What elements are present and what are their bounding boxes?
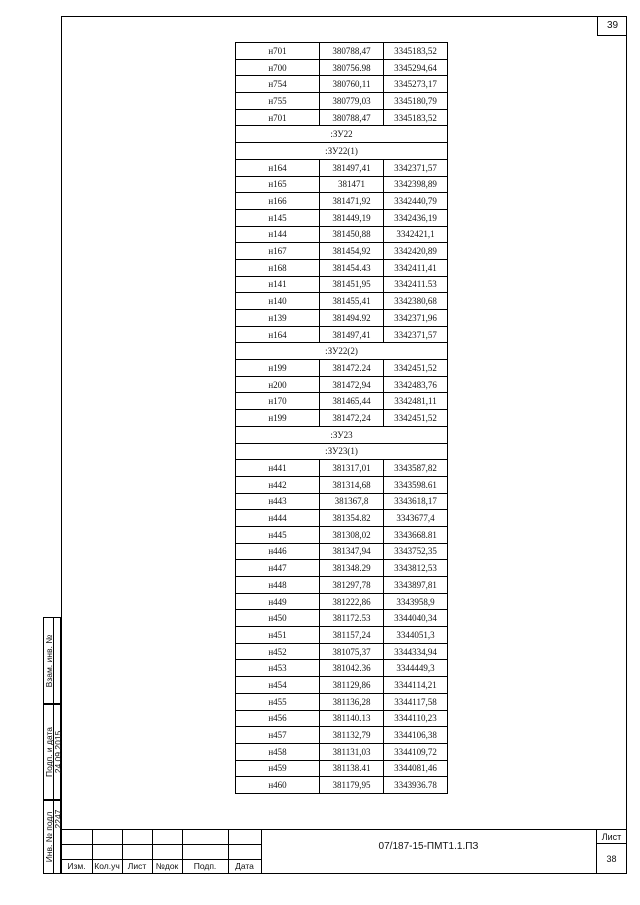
- point-name: н460: [236, 777, 320, 794]
- point-name: н199: [236, 410, 320, 427]
- point-name: н449: [236, 593, 320, 610]
- x-coordinate: 381347,94: [320, 543, 384, 560]
- table-row: [236, 176, 448, 193]
- x-coordinate: 381308,02: [320, 526, 384, 543]
- y-coordinate: 3342371,57: [384, 159, 448, 176]
- point-name: н701: [236, 109, 320, 126]
- y-coordinate: 3342398,89: [384, 176, 448, 193]
- page-number: 39: [597, 16, 627, 36]
- point-name: н165: [236, 176, 320, 193]
- x-coordinate: 381129,86: [320, 677, 384, 694]
- point-name: н167: [236, 243, 320, 260]
- table-row: [236, 460, 448, 477]
- section-label: :ЗУ22(1): [236, 143, 448, 160]
- x-coordinate: 381314,68: [320, 476, 384, 493]
- y-coordinate: 3344040,34: [384, 610, 448, 627]
- x-coordinate: 381465,44: [320, 393, 384, 410]
- point-name: н144: [236, 226, 320, 243]
- table-row: [236, 243, 448, 260]
- section-row: [236, 126, 448, 143]
- table-row: [236, 43, 448, 60]
- x-coordinate: 381157,24: [320, 627, 384, 644]
- sign-date-label: Подп. и дата: [43, 726, 54, 778]
- x-coordinate: 381138.41: [320, 760, 384, 777]
- table-row: [236, 627, 448, 644]
- table-row: [236, 476, 448, 493]
- x-coordinate: 381348.29: [320, 560, 384, 577]
- x-coordinate: 381042.36: [320, 660, 384, 677]
- y-coordinate: 3342451,52: [384, 410, 448, 427]
- y-coordinate: 3343587,82: [384, 460, 448, 477]
- table-row: [236, 610, 448, 627]
- y-coordinate: 3342371,96: [384, 310, 448, 327]
- table-row: [236, 276, 448, 293]
- side-stamp-sign: [43, 704, 61, 800]
- table-row: [236, 259, 448, 276]
- table-row: [236, 677, 448, 694]
- y-coordinate: 3342411.53: [384, 276, 448, 293]
- y-coordinate: 3345180,79: [384, 93, 448, 110]
- y-coordinate: 3343812,53: [384, 560, 448, 577]
- coordinates-table: [235, 42, 448, 794]
- point-name: н140: [236, 293, 320, 310]
- y-coordinate: 3344114,21: [384, 677, 448, 694]
- table-row: [236, 543, 448, 560]
- point-name: н755: [236, 93, 320, 110]
- section-row: [236, 143, 448, 160]
- point-name: н448: [236, 577, 320, 594]
- x-coordinate: 381317,01: [320, 460, 384, 477]
- document-code: 07/187-15-ПМТ1.1.ПЗ: [378, 841, 479, 852]
- x-coordinate: 381454.43: [320, 259, 384, 276]
- y-coordinate: 3343958,9: [384, 593, 448, 610]
- y-coordinate: 3344117,58: [384, 693, 448, 710]
- x-coordinate: 380756.98: [320, 59, 384, 76]
- point-name: н442: [236, 476, 320, 493]
- point-name: н139: [236, 310, 320, 327]
- table-row: [236, 159, 448, 176]
- y-coordinate: 3343598.61: [384, 476, 448, 493]
- y-coordinate: 3343668.81: [384, 526, 448, 543]
- side-stamp-replace: [43, 617, 61, 704]
- x-coordinate: 381354.82: [320, 510, 384, 527]
- table-row: [236, 109, 448, 126]
- table-row: [236, 226, 448, 243]
- table-row: [236, 193, 448, 210]
- x-coordinate: 381449,19: [320, 209, 384, 226]
- table-row: [236, 310, 448, 327]
- table-row: [236, 510, 448, 527]
- y-coordinate: 3343936.78: [384, 777, 448, 794]
- x-coordinate: 381075,37: [320, 643, 384, 660]
- table-row: [236, 76, 448, 93]
- table-row: [236, 660, 448, 677]
- x-coordinate: 381455,41: [320, 293, 384, 310]
- x-coordinate: 381472,94: [320, 376, 384, 393]
- section-row: [236, 443, 448, 460]
- x-coordinate: 380779,03: [320, 93, 384, 110]
- x-coordinate: 380788,47: [320, 109, 384, 126]
- point-name: н141: [236, 276, 320, 293]
- table-row: [236, 710, 448, 727]
- x-coordinate: 381497,41: [320, 159, 384, 176]
- y-coordinate: 3343677,4: [384, 510, 448, 527]
- y-coordinate: 3345273,17: [384, 76, 448, 93]
- point-name: н700: [236, 59, 320, 76]
- sheet-number: 38: [606, 854, 617, 864]
- header-ndok: №док: [155, 861, 179, 871]
- y-coordinate: 3342380,68: [384, 293, 448, 310]
- inv-orig-label: Инв. № подл: [43, 811, 54, 863]
- y-coordinate: 3345183,52: [384, 43, 448, 60]
- point-name: н455: [236, 693, 320, 710]
- header-izm: Изм.: [67, 861, 86, 871]
- y-coordinate: 3344106,38: [384, 727, 448, 744]
- x-coordinate: 381471,92: [320, 193, 384, 210]
- table-row: [236, 577, 448, 594]
- y-coordinate: 3344081,46: [384, 760, 448, 777]
- x-coordinate: 381450,88: [320, 226, 384, 243]
- table-row: [236, 743, 448, 760]
- x-coordinate: 381297,78: [320, 577, 384, 594]
- x-coordinate: 381472.24: [320, 360, 384, 377]
- point-name: н443: [236, 493, 320, 510]
- y-coordinate: 3344449,3: [384, 660, 448, 677]
- x-coordinate: 381471: [320, 176, 384, 193]
- point-name: н199: [236, 360, 320, 377]
- table-row: [236, 493, 448, 510]
- table-row: [236, 693, 448, 710]
- point-name: н458: [236, 743, 320, 760]
- table-row: [236, 59, 448, 76]
- title-block: [61, 829, 627, 874]
- header-kol-uch: Кол.уч: [94, 861, 120, 871]
- x-coordinate: 381494.92: [320, 310, 384, 327]
- point-name: н441: [236, 460, 320, 477]
- y-coordinate: 3342371,57: [384, 326, 448, 343]
- point-name: н451: [236, 627, 320, 644]
- table-row: [236, 593, 448, 610]
- x-coordinate: 381451,95: [320, 276, 384, 293]
- x-coordinate: 381136,28: [320, 693, 384, 710]
- y-coordinate: 3344334,94: [384, 643, 448, 660]
- x-coordinate: 381179,95: [320, 777, 384, 794]
- y-coordinate: 3342421,1: [384, 226, 448, 243]
- y-coordinate: 3342420,89: [384, 243, 448, 260]
- x-coordinate: 381132,79: [320, 727, 384, 744]
- point-name: н170: [236, 393, 320, 410]
- table-row: [236, 777, 448, 794]
- y-coordinate: 3343618,17: [384, 493, 448, 510]
- table-row: [236, 376, 448, 393]
- point-name: н454: [236, 677, 320, 694]
- side-stamp-inv: [43, 800, 61, 874]
- table-row: [236, 643, 448, 660]
- x-coordinate: 381131,03: [320, 743, 384, 760]
- replace-inv-label: Взам. инв. №: [43, 634, 54, 687]
- x-coordinate: 381454,92: [320, 243, 384, 260]
- table-row: [236, 410, 448, 427]
- table-row: [236, 393, 448, 410]
- x-coordinate: 380788,47: [320, 43, 384, 60]
- section-label: :ЗУ23(1): [236, 443, 448, 460]
- point-name: н701: [236, 43, 320, 60]
- y-coordinate: 3345294,64: [384, 59, 448, 76]
- header-list: Лист: [127, 861, 147, 871]
- y-coordinate: 3342483,76: [384, 376, 448, 393]
- point-name: н446: [236, 543, 320, 560]
- point-name: н447: [236, 560, 320, 577]
- x-coordinate: 381367,8: [320, 493, 384, 510]
- point-name: н166: [236, 193, 320, 210]
- y-coordinate: 3342451,52: [384, 360, 448, 377]
- y-coordinate: 3343752,35: [384, 543, 448, 560]
- point-name: н459: [236, 760, 320, 777]
- x-coordinate: 381472,24: [320, 410, 384, 427]
- point-name: н168: [236, 259, 320, 276]
- inv-orig-value: 2247: [52, 809, 63, 829]
- y-coordinate: 3342481,11: [384, 393, 448, 410]
- table-row: [236, 326, 448, 343]
- point-name: н456: [236, 710, 320, 727]
- y-coordinate: 3342436,19: [384, 209, 448, 226]
- table-row: [236, 727, 448, 744]
- x-coordinate: 381172.53: [320, 610, 384, 627]
- sign-date-value: 24.09.2015: [52, 730, 63, 774]
- table-row: [236, 209, 448, 226]
- point-name: н457: [236, 727, 320, 744]
- point-name: н164: [236, 159, 320, 176]
- table-row: [236, 293, 448, 310]
- table-row: [236, 526, 448, 543]
- y-coordinate: 3342440,79: [384, 193, 448, 210]
- point-name: н444: [236, 510, 320, 527]
- y-coordinate: 3344109,72: [384, 743, 448, 760]
- section-row: [236, 343, 448, 360]
- section-label: :ЗУ23: [236, 426, 448, 443]
- point-name: н754: [236, 76, 320, 93]
- header-podp: Подп.: [193, 861, 217, 871]
- x-coordinate: 381222,86: [320, 593, 384, 610]
- point-name: н445: [236, 526, 320, 543]
- x-coordinate: 381140.13: [320, 710, 384, 727]
- y-coordinate: 3344110,23: [384, 710, 448, 727]
- y-coordinate: 3344051,3: [384, 627, 448, 644]
- y-coordinate: 3343897,81: [384, 577, 448, 594]
- y-coordinate: 3342411,41: [384, 259, 448, 276]
- x-coordinate: 380760,11: [320, 76, 384, 93]
- header-data: Дата: [235, 861, 254, 871]
- table-row: [236, 760, 448, 777]
- sheet-label: Лист: [601, 832, 622, 842]
- point-name: н200: [236, 376, 320, 393]
- y-coordinate: 3345183,52: [384, 109, 448, 126]
- section-label: :ЗУ22(2): [236, 343, 448, 360]
- table-row: [236, 360, 448, 377]
- table-row: [236, 93, 448, 110]
- section-label: :ЗУ22: [236, 126, 448, 143]
- x-coordinate: 381497,41: [320, 326, 384, 343]
- section-row: [236, 426, 448, 443]
- point-name: н452: [236, 643, 320, 660]
- point-name: н145: [236, 209, 320, 226]
- point-name: н450: [236, 610, 320, 627]
- table-row: [236, 560, 448, 577]
- point-name: н453: [236, 660, 320, 677]
- point-name: н164: [236, 326, 320, 343]
